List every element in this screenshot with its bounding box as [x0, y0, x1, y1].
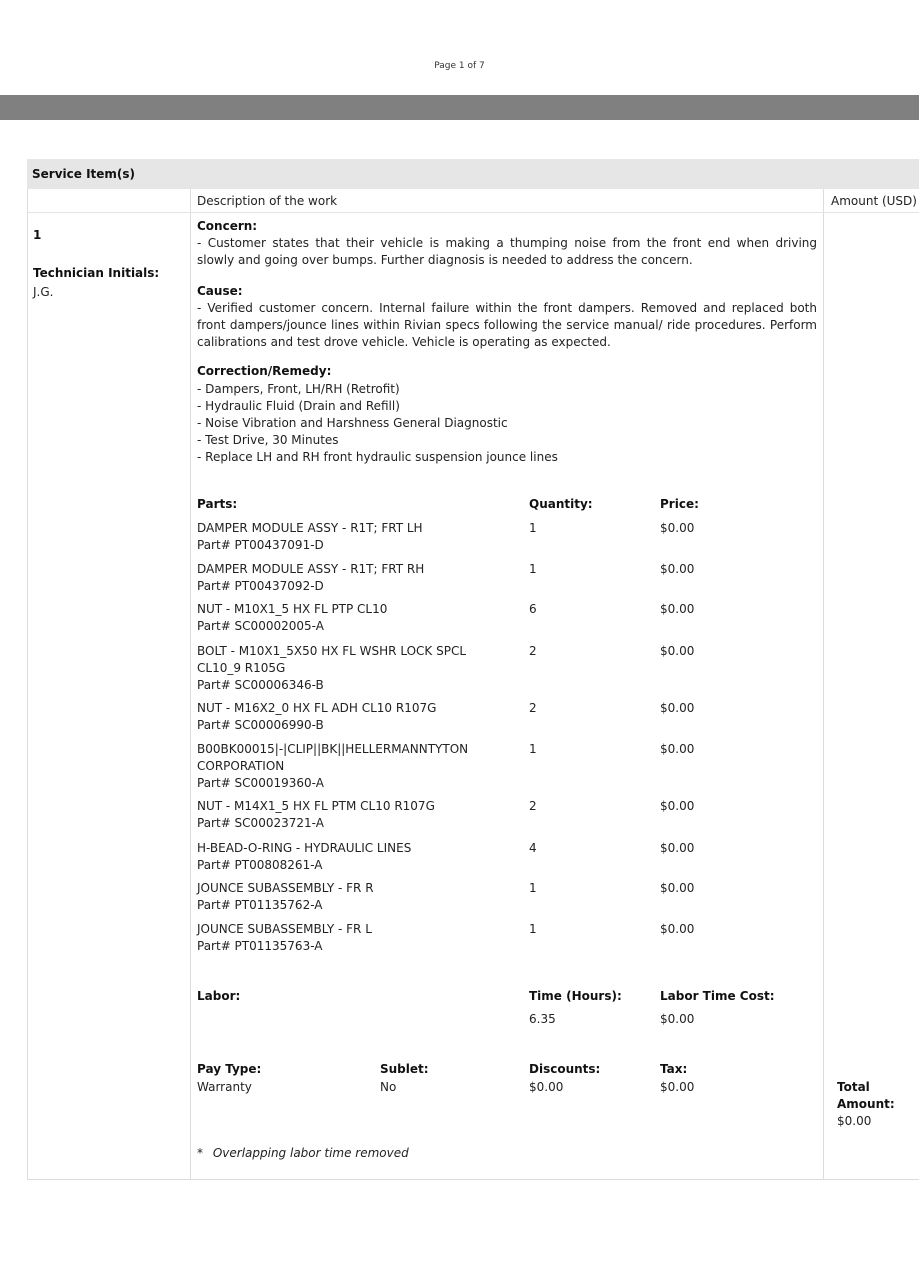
total-amount-value: $0.00 [837, 1114, 872, 1128]
parts-header: Parts: [197, 497, 238, 511]
section-title: Service Item(s) [32, 167, 136, 181]
pay-type-value: Warranty [197, 1080, 252, 1094]
part-price: $0.00 [660, 701, 695, 715]
part-row [197, 741, 507, 792]
part-number: Part# PT00437091-D [197, 538, 324, 552]
part-name: NUT - M16X2_0 HX FL ADH CL10 R107G [197, 701, 437, 715]
amount-column-header: Amount (USD) [831, 194, 917, 208]
part-quantity: 4 [529, 841, 537, 855]
part-price: $0.00 [660, 521, 695, 535]
part-quantity: 1 [529, 562, 537, 576]
cause-text: - Verified customer concern. Internal failure within the front dampers. Removed and replaced both front dampers/jounce lines within Rivian specs following the service manual/ ride procedures. Perform calibrations and test drove vehicle. Vehicle is operating as expected. [197, 301, 817, 349]
section-header [27, 159, 919, 189]
labor-time-value: 6.35 [529, 1012, 556, 1026]
part-number: Part# PT00808261-A [197, 858, 323, 872]
part-row [197, 921, 507, 955]
tax-label: Tax: [660, 1062, 688, 1076]
part-price: $0.00 [660, 562, 695, 576]
footnote [197, 1145, 409, 1162]
part-name: NUT - M14X1_5 HX FL PTM CL10 R107G [197, 799, 435, 813]
part-price: $0.00 [660, 881, 695, 895]
part-number: Part# PT01135762-A [197, 898, 323, 912]
discounts-value: $0.00 [529, 1080, 564, 1094]
correction-label: Correction/Remedy: [197, 364, 332, 378]
price-header: Price: [660, 497, 699, 511]
part-price: $0.00 [660, 742, 695, 756]
sublet-value: No [380, 1080, 397, 1094]
part-quantity: 2 [529, 701, 537, 715]
part-name: NUT - M10X1_5 HX FL PTP CL10 [197, 602, 388, 616]
correction-line: - Noise Vibration and Harshness General Diagnostic [197, 416, 508, 430]
part-row [197, 700, 507, 734]
column-divider-right [823, 189, 824, 1179]
part-row [197, 561, 507, 595]
part-number: Part# SC00019360-A [197, 776, 324, 790]
asterisk-icon: * [197, 1146, 203, 1160]
concern-label: Concern: [197, 219, 258, 233]
part-quantity: 2 [529, 644, 537, 658]
labor-time-label: Time (Hours): [529, 989, 622, 1003]
part-row [197, 798, 507, 832]
part-price: $0.00 [660, 799, 695, 813]
part-quantity: 1 [529, 521, 537, 535]
part-name: B00BK00015|-|CLIP||BK||HELLERMANNTYTON CORPORATION [197, 742, 469, 773]
part-name: H-BEAD-O-RING - HYDRAULIC LINES [197, 841, 412, 855]
labor-cost-label: Labor Time Cost: [660, 989, 775, 1003]
correction-line: - Replace LH and RH front hydraulic suspension jounce lines [197, 450, 558, 464]
technician-initials-value: J.G. [33, 285, 54, 299]
discounts-label: Discounts: [529, 1062, 601, 1076]
part-number: Part# SC00002005-A [197, 619, 324, 633]
item-number: 1 [33, 228, 42, 242]
part-quantity: 6 [529, 602, 537, 616]
part-price: $0.00 [660, 922, 695, 936]
total-amount-label: Total [837, 1080, 870, 1094]
correction-line: - Hydraulic Fluid (Drain and Refill) [197, 399, 400, 413]
description-column-header: Description of the work [197, 194, 338, 208]
quantity-header: Quantity: [529, 497, 593, 511]
correction-line: - Test Drive, 30 Minutes [197, 433, 339, 447]
part-quantity: 2 [529, 799, 537, 813]
pay-type-label: Pay Type: [197, 1062, 262, 1076]
part-price: $0.00 [660, 644, 695, 658]
part-quantity: 1 [529, 742, 537, 756]
header-bar [0, 95, 919, 120]
part-row [197, 601, 507, 635]
part-row [197, 643, 507, 694]
part-row [197, 880, 507, 914]
header-row-divider [27, 212, 919, 213]
technician-initials-label: Technician Initials: [33, 266, 160, 280]
part-name: BOLT - M10X1_5X50 HX FL WSHR LOCK SPCL CL10_9 R105G [197, 644, 467, 675]
concern-text: - Customer states that their vehicle is making a thumping noise from the front end when driving slowly and going over bumps. Further diagnosis is needed to address the concern. [197, 236, 817, 267]
sublet-label: Sublet: [380, 1062, 429, 1076]
part-price: $0.00 [660, 602, 695, 616]
cause-label: Cause: [197, 284, 243, 298]
part-name: DAMPER MODULE ASSY - R1T; FRT LH [197, 521, 423, 535]
total-amount-label: Amount: [837, 1097, 895, 1111]
part-quantity: 1 [529, 922, 537, 936]
part-row [197, 840, 507, 874]
part-number: Part# SC00006346-B [197, 678, 324, 692]
labor-cost-value: $0.00 [660, 1012, 695, 1026]
page-number: Page 1 of 7 [434, 61, 485, 71]
part-number: Part# SC00023721-A [197, 816, 324, 830]
part-name: DAMPER MODULE ASSY - R1T; FRT RH [197, 562, 425, 576]
part-name: JOUNCE SUBASSEMBLY - FR L [197, 922, 372, 936]
labor-label: Labor: [197, 989, 241, 1003]
part-price: $0.00 [660, 841, 695, 855]
part-quantity: 1 [529, 881, 537, 895]
column-divider-left [190, 189, 191, 1179]
part-name: JOUNCE SUBASSEMBLY - FR R [197, 881, 374, 895]
footnote-text: Overlapping labor time removed [212, 1146, 409, 1160]
part-row [197, 520, 507, 554]
correction-line: - Dampers, Front, LH/RH (Retrofit) [197, 382, 400, 396]
tax-value: $0.00 [660, 1080, 695, 1094]
part-number: Part# PT01135763-A [197, 939, 323, 953]
part-number: Part# SC00006990-B [197, 718, 324, 732]
part-number: Part# PT00437092-D [197, 579, 324, 593]
